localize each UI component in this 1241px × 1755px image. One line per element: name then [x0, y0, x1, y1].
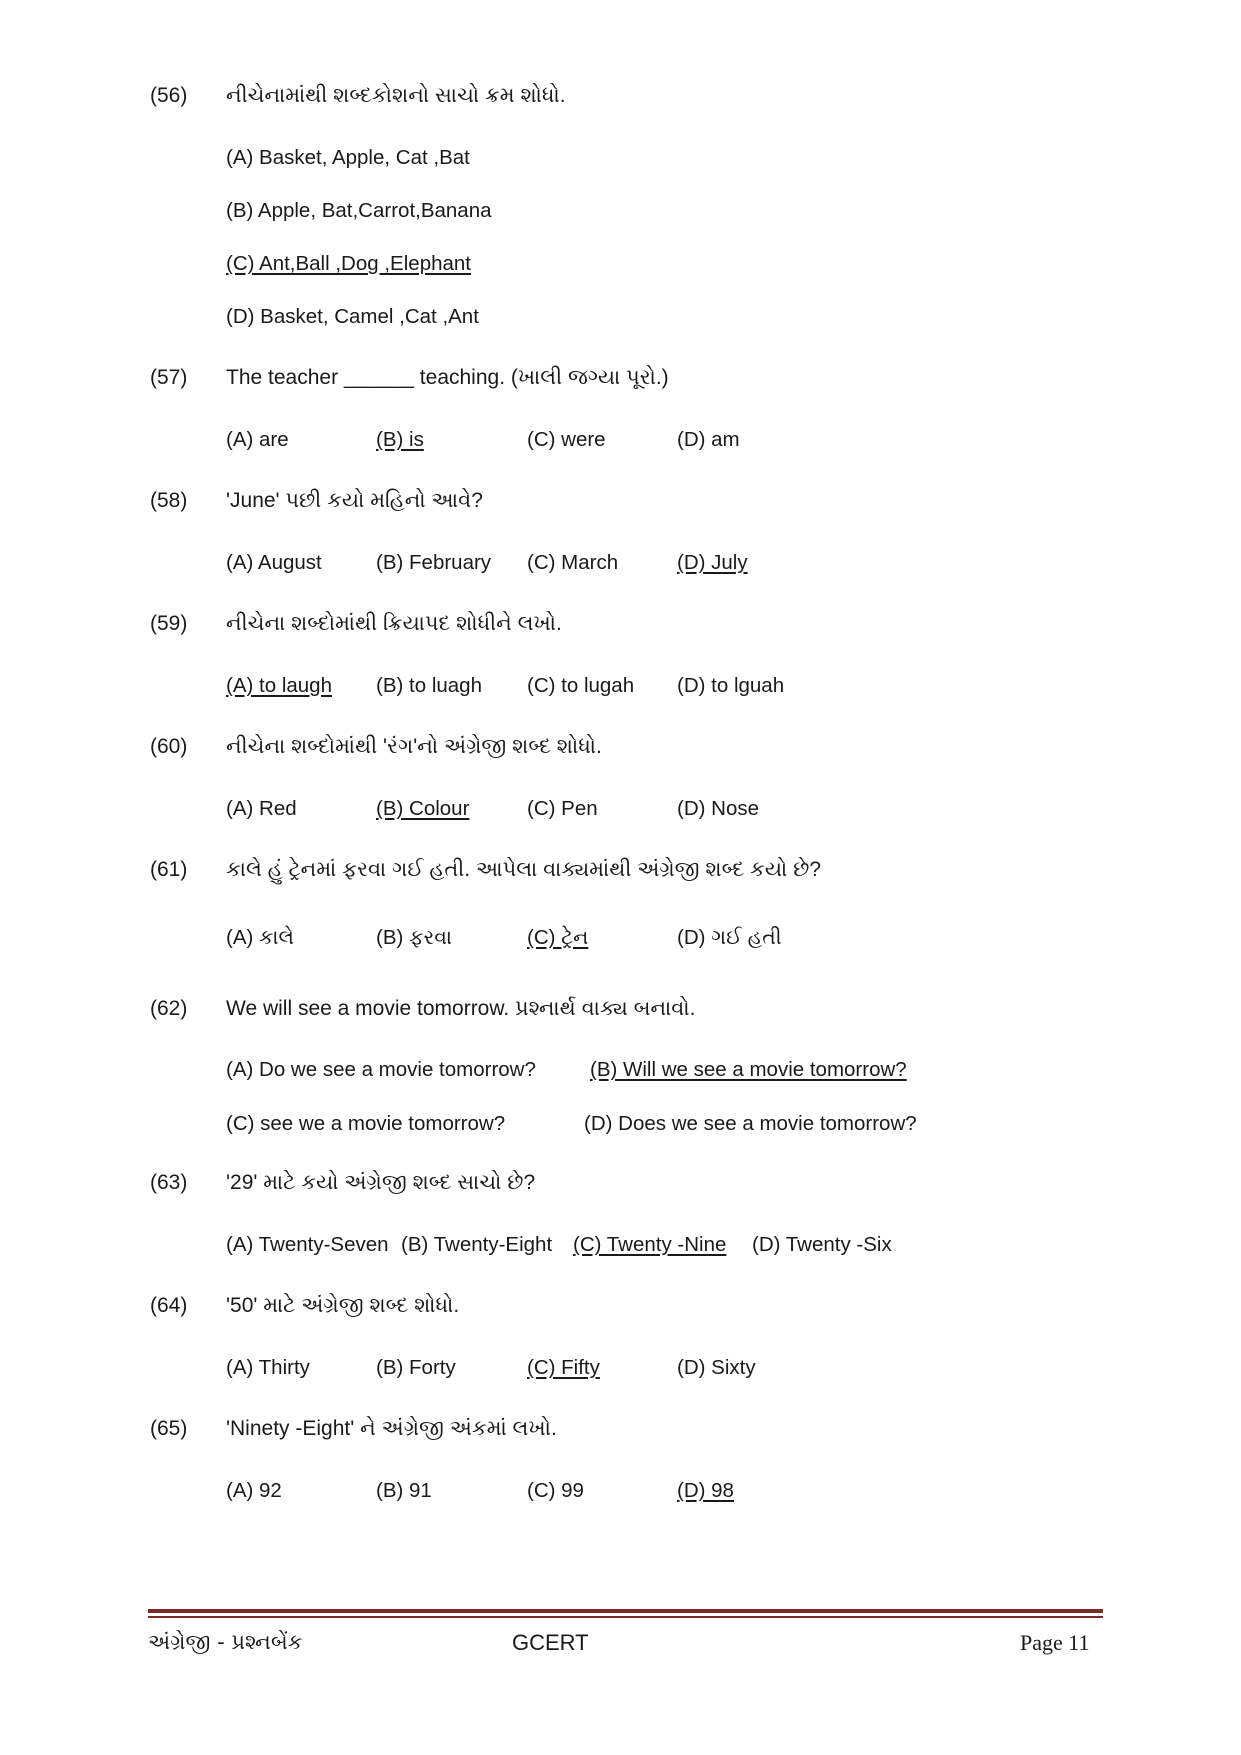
option-c: (C) were	[527, 428, 606, 451]
option-b: (B) Apple, Bat,Carrot,Banana	[226, 199, 492, 222]
option-b: (B) ફરવા	[376, 926, 453, 949]
question-text: નીચેના શબ્દોમાંથી ક્રિયાપદ શોધીને લખો.	[226, 612, 562, 635]
footer-divider-thick	[148, 1609, 1103, 1613]
option-a: (A) Thirty	[226, 1356, 310, 1379]
footer-subject: અંગ્રેજી - પ્રશ્નબેંક	[148, 1630, 303, 1654]
option-b: (B) to luagh	[376, 674, 482, 697]
option-a: (A) Basket, Apple, Cat ,Bat	[226, 146, 470, 169]
question-number: (56)	[150, 84, 188, 107]
option-c: (C) March	[527, 551, 619, 574]
option-d: (D) Nose	[677, 797, 760, 820]
option-c: (C) 99	[527, 1479, 584, 1502]
option-a: (A) Twenty-Seven	[226, 1233, 389, 1256]
option-c-answer: (C) Twenty -Nine	[573, 1233, 727, 1256]
option-a: (A) August	[226, 551, 322, 574]
question-number: (64)	[150, 1294, 188, 1317]
option-b: (B) 91	[376, 1479, 432, 1502]
question-number: (60)	[150, 735, 188, 758]
option-a: (A) Red	[226, 797, 297, 820]
option-d: (D) Basket, Camel ,Cat ,Ant	[226, 305, 479, 328]
option-d-answer: (D) 98	[677, 1479, 734, 1502]
option-b: (B) February	[376, 551, 492, 574]
option-c: (C) see we a movie tomorrow?	[226, 1112, 506, 1135]
option-b: (B) Twenty-Eight	[401, 1233, 553, 1256]
option-c-answer: (C) Fifty	[527, 1356, 600, 1379]
option-c: (C) Pen	[527, 797, 598, 820]
option-d: (D) am	[677, 428, 740, 451]
option-a: (A) કાલે	[226, 926, 295, 949]
question-text: 'June' પછી કયો મહિનો આવે?	[226, 489, 483, 512]
option-b-answer: (B) is	[376, 428, 424, 451]
option-b-answer: (B) Will we see a movie tomorrow?	[590, 1058, 907, 1081]
question-text: '50' માટે અંગ્રેજી શબ્દ શોધો.	[226, 1294, 460, 1317]
option-a-answer: (A) to laugh	[226, 674, 332, 697]
footer-page-number: Page 11	[1020, 1630, 1090, 1655]
question-text: 'Ninety -Eight' ને અંગ્રેજી અંકમાં લખો.	[226, 1417, 557, 1440]
question-text: The teacher ______ teaching. (ખાલી જગ્યા પૂરો.)	[226, 366, 669, 389]
question-number: (57)	[150, 366, 188, 389]
option-d: (D) Sixty	[677, 1356, 756, 1379]
question-text: નીચેના શબ્દોમાંથી 'રંગ'નો અંગ્રેજી શબ્દ શોધો.	[226, 735, 602, 758]
question-text: '29' માટે કયો અંગ્રેજી શબ્દ સાચો છે?	[226, 1171, 536, 1194]
question-number: (63)	[150, 1171, 188, 1194]
question-number: (62)	[150, 997, 188, 1020]
question-number: (59)	[150, 612, 188, 635]
option-b: (B) Forty	[376, 1356, 456, 1379]
option-a: (A) Do we see a movie tomorrow?	[226, 1058, 536, 1081]
option-d: (D) Does we see a movie tomorrow?	[584, 1112, 917, 1135]
question-text: We will see a movie tomorrow. પ્રશ્નાર્થ વાક્ય બનાવો.	[226, 997, 696, 1020]
option-b-answer: (B) Colour	[376, 797, 470, 820]
question-text: કાલે હું ટ્રેનમાં ફરવા ગઈ હતી. આપેલા વાક્યમાંથી અંગ્રેજી શબ્દ કયો છે?	[226, 858, 822, 881]
option-d: (D) to lguah	[677, 674, 785, 697]
option-a: (A) 92	[226, 1479, 282, 1502]
option-c-answer: (C) Ant,Ball ,Dog ,Elephant	[226, 252, 471, 275]
option-c: (C) to lugah	[527, 674, 635, 697]
option-d-answer: (D) July	[677, 551, 748, 574]
question-number: (61)	[150, 858, 188, 881]
footer-publisher: GCERT	[512, 1630, 589, 1655]
footer-divider-thin	[148, 1616, 1103, 1618]
option-c-answer: (C) ટ્રેન	[527, 926, 589, 949]
question-number: (65)	[150, 1417, 188, 1440]
option-d: (D) ગઈ હતી	[677, 926, 782, 949]
question-number: (58)	[150, 489, 188, 512]
option-d: (D) Twenty -Six	[752, 1233, 892, 1256]
question-text: નીચેનામાંથી શબ્દકોશનો સાચો ક્રમ શોધો.	[226, 84, 566, 107]
option-a: (A) are	[226, 428, 289, 451]
